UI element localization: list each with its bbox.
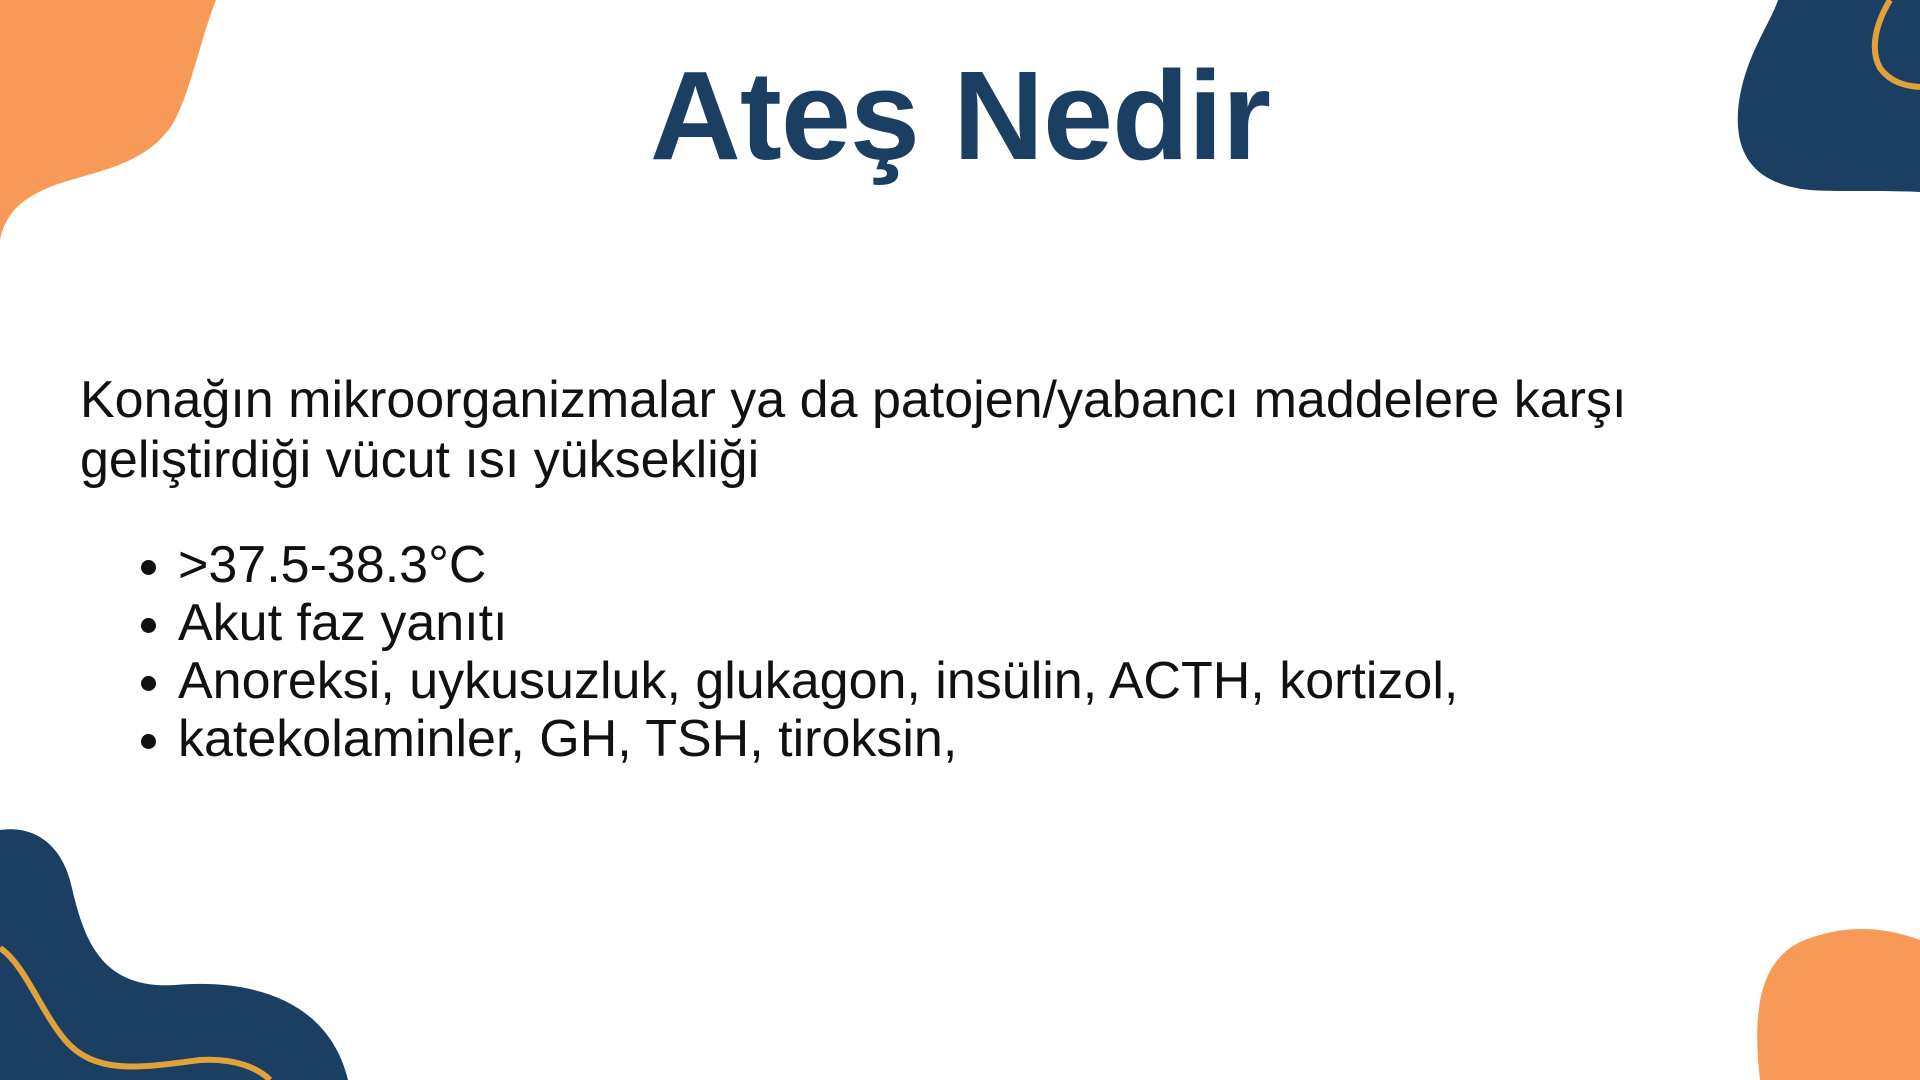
- bullet-item: • katekolaminler, GH, TSH, tiroksin,: [178, 710, 1898, 768]
- bullet-item: • Akut faz yanıtı: [178, 594, 1898, 652]
- definition-text: Konağın mikroorganizmalar ya da patojen/yabancı maddelere karşı geliştirdiği vücut ısı yüksekliği: [80, 371, 1627, 489]
- bullet-item: • Anoreksi, uykusuzluk, glukagon, insülin, ACTH, kortizol,: [178, 652, 1898, 710]
- bullet-list: [80, 536, 1898, 768]
- bottom-right-orange-blob: [1757, 929, 1920, 1080]
- bullet-item: • >37.5-38.3°C: [178, 536, 1898, 594]
- bottom-left-navy-blob: [0, 829, 348, 1080]
- slide-title: Ateş Nedir: [649, 45, 1271, 186]
